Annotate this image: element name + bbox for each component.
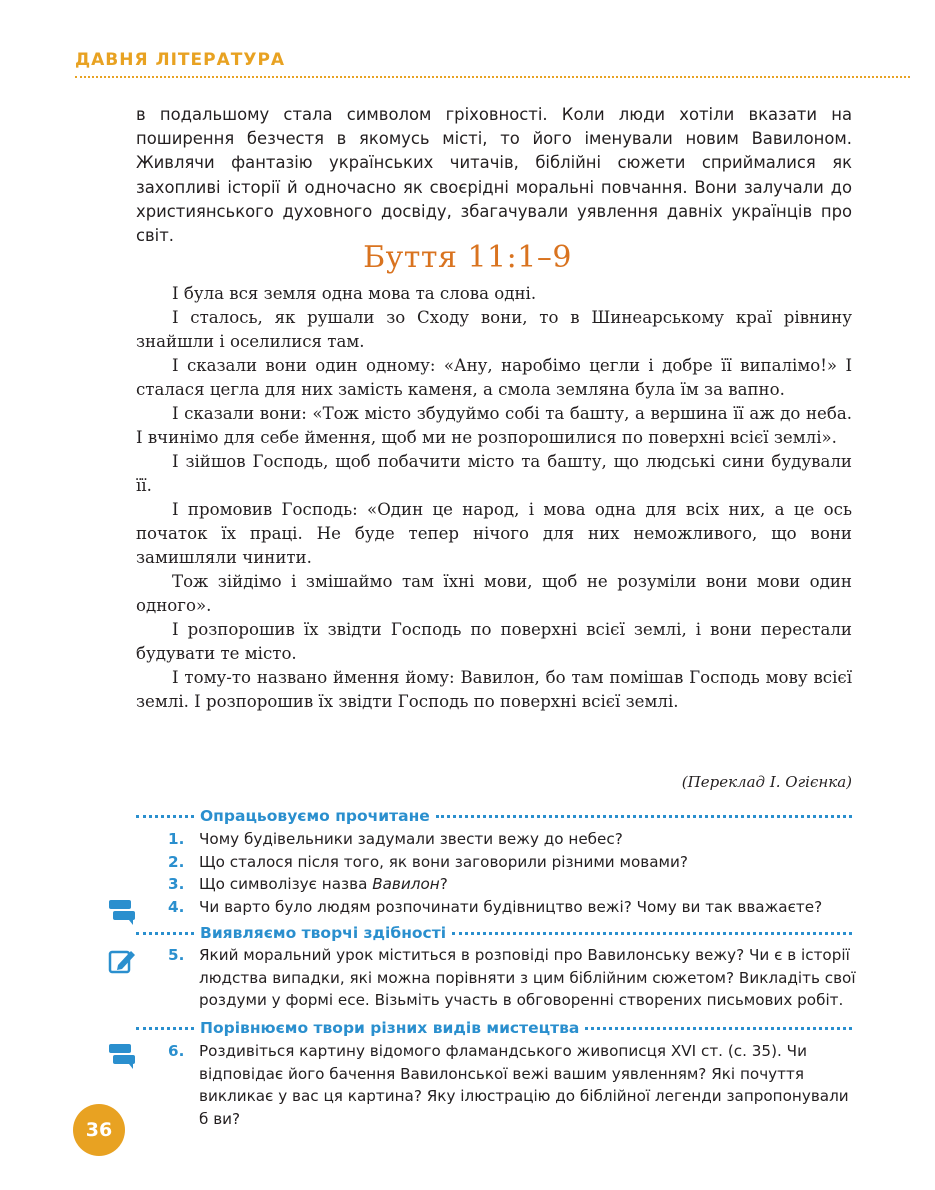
translation-credit xyxy=(682,773,852,791)
bible-verse: І зійшов Господь, щоб побачити місто та башту, що людські сини будували її. xyxy=(136,452,852,495)
question-number: 4. xyxy=(168,897,185,916)
bible-verse: І сказали вони: «Тож місто збудуймо собі та башту, а вершина її аж до неба. І вчинімо для себе ймення, щоб ми не розпорошилися по поверхні всієї землі». xyxy=(136,404,852,447)
question-text: Що символізує назва xyxy=(199,875,373,893)
dotted-line xyxy=(452,932,852,935)
bible-verse: І промовив Господь: «Один це народ, і мова одна для всіх них, а це ось початок їх праці. Не буде тепер нічого для них неможливого, що вони замишляли чинити. xyxy=(136,500,852,567)
pencil-note-icon xyxy=(107,946,137,976)
bible-verse: І тому-то названо ймення йому: Вавилон, бо там помішав Господь мову всієї землі. І розпорошив їх звідти Господь по поверхні всієї землі. xyxy=(136,668,852,711)
bible-verse: І була вся земля одна мова та слова одні. xyxy=(172,284,537,303)
dotted-line xyxy=(136,1027,194,1030)
bible-heading: Буття 11:1–9 xyxy=(363,240,572,275)
intro-paragraph: в подальшому стала символом гріховності. Коли люди хотіли вказати на поширення безчестя в якомусь місті, то його іменували новим Вавилоном. Живлячи фантазію українських читачів, біблійні сюжети сприймалися як захопливі історії й одночасно як своєрідні моральні повчання. Вони залучали до християнського духовного досвіду, збагачували уявлення давніх українців про світ. xyxy=(136,105,852,246)
bible-verse: І сталось, як рушали зо Сходу вони, то в Шинеарському краї рівнину знайшли і оселилися там. xyxy=(136,308,852,351)
question-number: 5. xyxy=(168,946,185,964)
section-title: Виявляємо творчі здібності xyxy=(200,924,447,942)
bible-verse: І розпорошив їх звідти Господь по поверхні всієї землі, і вони перестали будувати те місто. xyxy=(136,620,852,663)
dotted-line xyxy=(136,932,194,935)
section-header-creative xyxy=(136,922,852,944)
question-item xyxy=(168,944,858,1012)
question-text: Чи варто було людям розпочинати будівництво вежі? Чому ви так вважаєте? xyxy=(199,897,823,916)
page-number-badge xyxy=(73,1104,125,1156)
chapter-title: ДАВНЯ ЛІТЕРАТУРА xyxy=(75,50,286,70)
page-number: 36 xyxy=(85,1119,113,1141)
question-number: 1. xyxy=(168,830,185,848)
question-text: Роздивіться картину відомого фламандського живописця XVI ст. (с. 35). Чи відповідає його бачення Вавилонської вежі вашим уявленням? Які почуття викликає у вас ця картина? Яку ілюстрацію до біблійної легенди запропонували б ви? xyxy=(199,1042,849,1128)
question-text: Чому будівельники задумали звести вежу до небес? xyxy=(199,830,623,848)
bible-verse: Тож зійдімо і змішаймо там їхні мови, щоб не розуміли вони мови один одного». xyxy=(136,572,852,615)
questions-list-art xyxy=(168,1040,858,1130)
bible-verse: І сказали вони один одному: «Ану, наробімо цегли і добре її випалімо!» І сталася цегла для них замість каменя, а смола земляна була їм за вапно. xyxy=(136,356,852,399)
discussion-icon xyxy=(107,1041,137,1071)
question-text: Що сталося після того, як вони заговорили різними мовами? xyxy=(199,852,688,871)
questions-list-reading xyxy=(168,828,858,918)
question-item xyxy=(168,873,858,896)
paren-open: ( xyxy=(681,773,688,791)
question-item xyxy=(168,1040,858,1130)
dotted-line xyxy=(585,1027,852,1030)
translation-text: Переклад І. Огієнка xyxy=(687,773,847,791)
section-header-art xyxy=(136,1017,852,1039)
section-header-reading xyxy=(136,805,852,827)
question-number: 3. xyxy=(168,875,185,893)
dotted-line xyxy=(136,815,194,818)
section-title: Порівнюємо твори різних видів мистецтва xyxy=(200,1019,580,1037)
bible-text xyxy=(136,282,852,714)
question-text: Який моральний урок міститься в розповіді про Вавилонську вежу? Чи є в історії людства випадки, які можна порівняти з цим біблійним сюжетом? Викладіть свої роздуми у формі есе. Візьміть участь в обговоренні створених письмових робіт. xyxy=(199,946,856,1009)
question-emphasis: Вавилон xyxy=(372,875,440,893)
question-item xyxy=(168,896,858,919)
paren-close: ) xyxy=(846,773,852,791)
question-number: 2. xyxy=(168,852,185,871)
question-item xyxy=(168,828,858,851)
section-title: Опрацьовуємо прочитане xyxy=(200,807,430,825)
questions-list-creative xyxy=(168,944,858,1012)
header-dotted-rule xyxy=(75,76,910,78)
question-text-end: ? xyxy=(439,875,448,893)
discussion-icon xyxy=(107,897,137,927)
dotted-line xyxy=(436,815,852,818)
question-item xyxy=(168,851,858,874)
question-number: 6. xyxy=(168,1042,185,1060)
